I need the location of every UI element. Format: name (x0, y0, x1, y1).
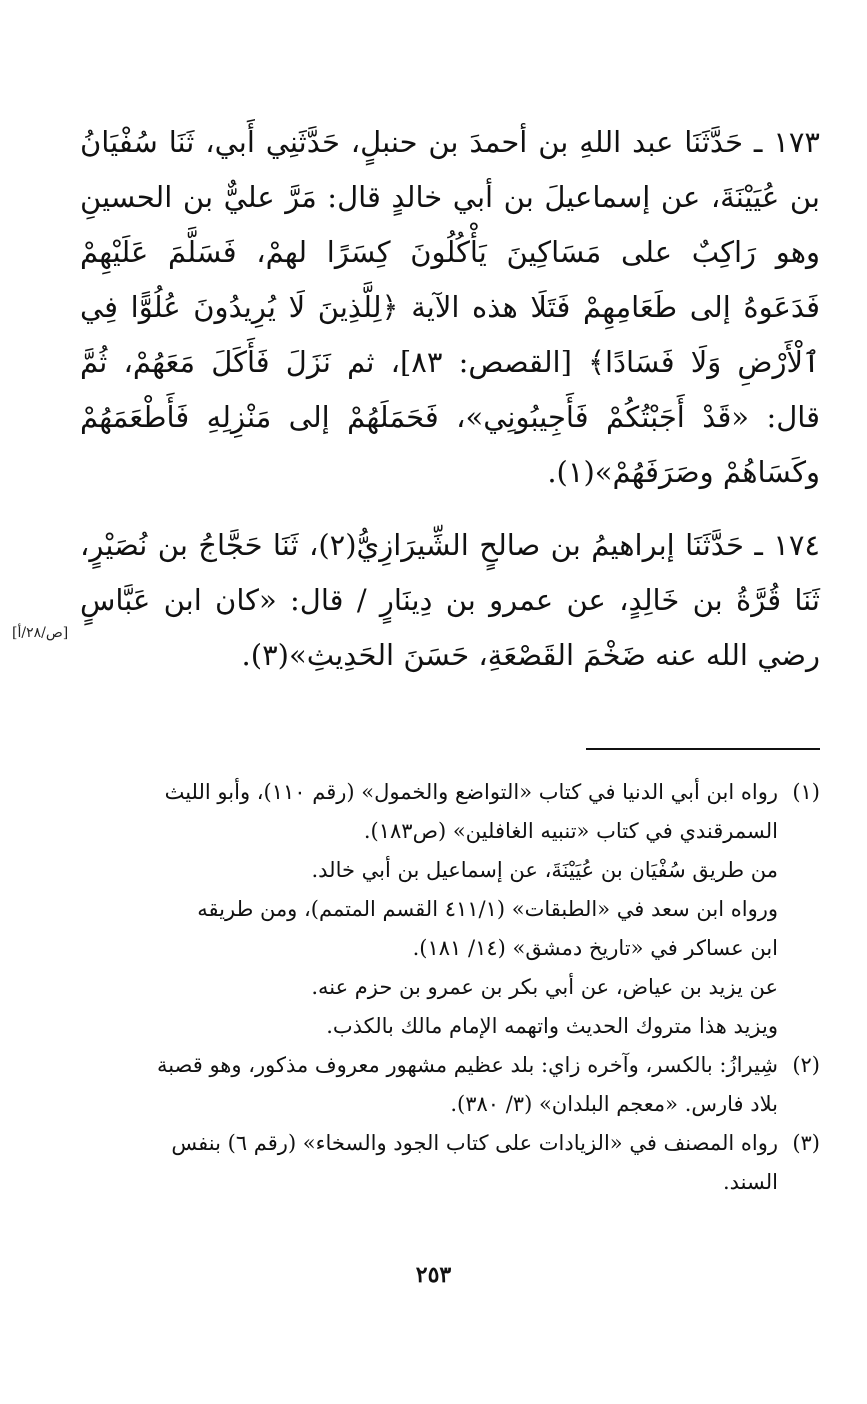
footnote-line: السند. (722, 1170, 778, 1194)
footnote-number: (٢) (792, 1053, 820, 1077)
footnote-line: رواه ابن أبي الدنيا في كتاب «التواضع والخمول» (رقم ١١٠)، وأبو الليث (164, 780, 778, 804)
footnote (80, 773, 820, 1046)
footnote-line: ويزيد هذا متروك الحديث واتهمه الإمام مالك بالكذب. (326, 1014, 778, 1038)
footnote-text (80, 1046, 778, 1124)
footnote-line: رواه المصنف في «الزيادات على كتاب الجود والسخاء» (رقم ٦) بنفس (171, 1131, 778, 1155)
hadith-paragraph: ١٧٤ ـ حَدَّثَنَا إبراهيمُ بن صالحٍ الشِّيرَازِيُّ(٢)، ثَنَا حَجَّاجُ بن نُصَيْرٍ، ثَنَا قُرَّةُ بن خَالِدٍ، عن عمرو بن دِينَارٍ / قال: «كان ابن عَبَّاسٍ رضي الله عنه ضَخْمَ القَصْعَةِ، حَسَنَ الحَدِيثِ»(٣). (80, 528, 820, 672)
footnote-line: عن يزيد بن عياض، عن أبي بكر بن عمرو بن حزم عنه. (311, 975, 778, 999)
page-number: ٢٥٣ (415, 1262, 452, 1288)
footnote-text (80, 773, 778, 1046)
footnote-number: (٣) (792, 1131, 820, 1155)
footnote-line: ابن عساكر في «تاريخ دمشق» (١٤/ ١٨١). (412, 936, 778, 960)
main-text (80, 115, 820, 683)
footnote-divider (586, 748, 820, 750)
manuscript-margin-note: [ص/٢٨/أ] (12, 625, 69, 641)
hadith-paragraph: ١٧٣ ـ حَدَّثَنَا عبد اللهِ بن أحمدَ بن حنبلٍ، حَدَّثَنِي أَبي، ثَنَا سُفْيَانُ بن عُيَيْنَةَ، عن إسماعيلَ بن أبي خالدٍ قال: مَرَّ عليٌّ بن الحسينِ وهو رَاكِبٌ على مَسَاكِينَ يَأْكُلُونَ كِسَرًا لهمْ، فَسَلَّمَ عَلَيْهِمْ فَدَعَوهُ إلى طَعَامِهِمْ فَتَلَا هذه الآية ﴿لِلَّذِينَ لَا يُرِيدُونَ عُلُوًّا فِي ٱلْأَرْضِ وَلَا فَسَادًا﴾ [القصص: ٨٣]، ثم نَزَلَ فَأَكَلَ مَعَهُمْ، ثُمَّ قال: «قَدْ أَجَبْتُكُمْ فَأَجِيبُونِي»، فَحَمَلَهُمْ إلى مَنْزِلِهِ فَأَطْعَمَهُمْ وكَسَاهُمْ وصَرَفَهُمْ»(١). (80, 125, 820, 489)
footnote (80, 1046, 820, 1124)
footnote-line: من طريق سُفْيَان بن عُيَيْنَةَ، عن إسماعيل بن أبي خالد. (311, 858, 778, 882)
footnote-line: شِيرازُ: بالكسر، وآخره زاي: بلد عظيم مشهور معروف مذكور، وهو قصبة (156, 1053, 778, 1077)
footnote-line: ورواه ابن سعد في «الطبقات» (٤١١/١ القسم المتمم)، ومن طريقه (197, 897, 778, 921)
footnote-line: بلاد فارس. «معجم البلدان» (٣/ ٣٨٠). (450, 1092, 778, 1116)
footnote (80, 1124, 820, 1202)
footnote-text (80, 1124, 778, 1202)
footnote-line: السمرقندي في كتاب «تنبيه الغافلين» (ص١٨٣). (363, 819, 778, 843)
footnotes (80, 773, 820, 1202)
footnote-number: (١) (792, 780, 820, 804)
